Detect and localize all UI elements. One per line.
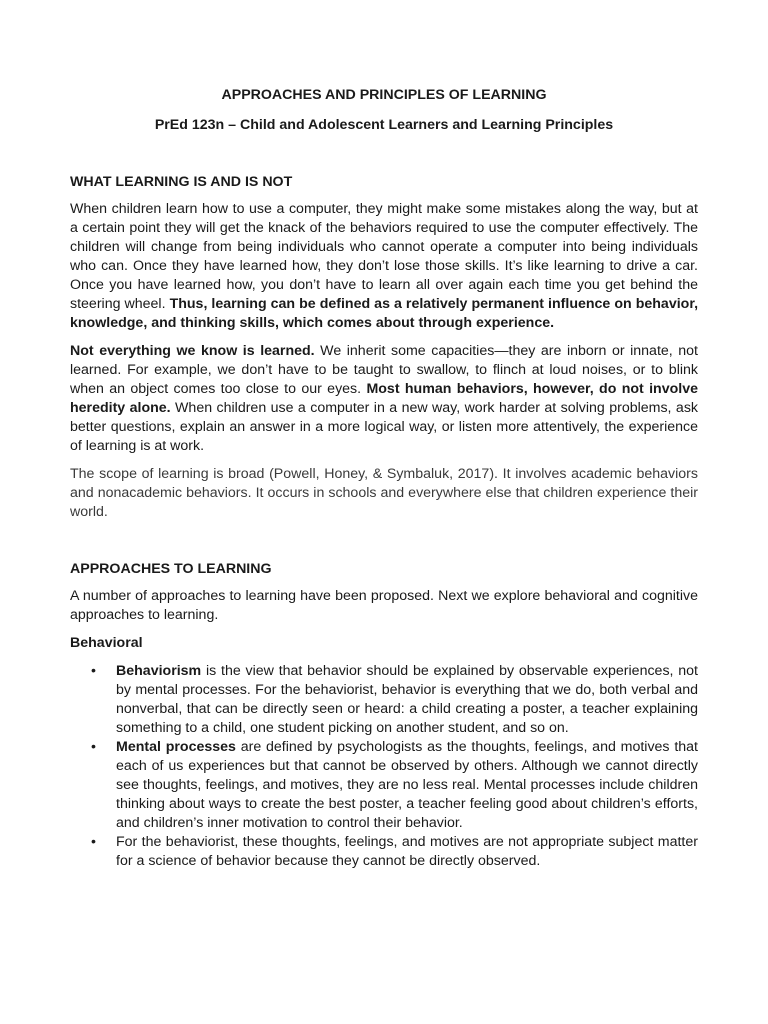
list-item-text: is the view that behavior should be explained by observable experiences, not by mental processes. For the behaviorist, behavior is everything that we do, both verbal and nonverbal, that can be directly seen or heard: a child creating a poster, a teacher explaining something to a child, one student picking on another student, and so on. [116,663,698,736]
document-page [70,86,698,871]
list-item [70,738,698,833]
document-subtitle: PrEd 123n – Child and Adolescent Learners and Learning Principles [154,117,614,133]
paragraph-text: When children use a computer in a new way, work harder at solving problems, ask better questions, explain an answer in a more logical way, or listen more attentively, the experience of learning is at work. [70,400,699,454]
bullet-icon: • [91,663,96,679]
paragraph-approaches-intro: A number of approaches to learning have been proposed. Next we explore behavioral and cognitive approaches to learning. [70,588,698,623]
list-item [70,833,698,871]
paragraph-bold-lead: Not everything we know is learned. [70,343,315,359]
list-item-text: For the behaviorist, these thoughts, feelings, and motives are not appropriate subject matter for a science of behavior because they cannot be directly observed. [116,834,698,869]
paragraph-bold-definition: Thus, learning can be defined as a relatively permanent influence on behavior, knowledge, and thinking skills, which comes about through experience. [70,296,699,331]
section-heading-approaches: APPROACHES TO LEARNING [70,561,272,577]
list-item-bold: Behaviorism [116,663,202,679]
paragraph-bold-heredity: Most human behaviors, however, do not involve heredity alone. [70,381,698,416]
list-item-text: are defined by psychologists as the thoughts, feelings, and motives that each of us experiences but that cannot be observed by others. Although we cannot directly see thoughts, feelings, and motives, they are no less real. Mental processes include children thinking about ways to create the best poster, a teacher feeling good about children’s efforts, and children’s inner motivation to control their behavior. [116,739,698,831]
bullet-icon: • [91,834,96,850]
paragraph-scope-of-learning: The scope of learning is broad (Powell, Honey, & Symbaluk, 2017). It involves academic behaviors and nonacademic behaviors. It occurs in schools and everywhere else that children experience their world. [70,466,698,520]
list-item-bold: Mental processes [116,739,236,755]
list-item [70,662,698,738]
subheading-behavioral: Behavioral [70,635,143,651]
section-heading-what-learning-is: WHAT LEARNING IS AND IS NOT [70,174,293,190]
paragraph-learning-definition [70,200,698,333]
behavioral-bullet-list [70,662,698,871]
bullet-icon: • [91,739,96,755]
paragraph-text: We inherit some capacities—they are inborn or innate, not learned. For example, we don’t have to be taught to swallow, to flinch at loud noises, or to blink when an object comes too close to our eyes. [70,343,698,397]
document-title: APPROACHES AND PRINCIPLES OF LEARNING [221,87,547,103]
paragraph-not-everything-learned [70,342,698,456]
paragraph-text: When children learn how to use a computer, they might make some mistakes along the way, but at a certain point they will get the knack of the behaviors required to use the computer effectively. The children will change from being individuals who cannot operate a computer into being individuals who can. Once they have learned how, they don’t lose those skills. It’s like learning to drive a car. Once you have learned how, you don’t have to learn all over again each time you get behind the steering wheel. [70,201,698,312]
